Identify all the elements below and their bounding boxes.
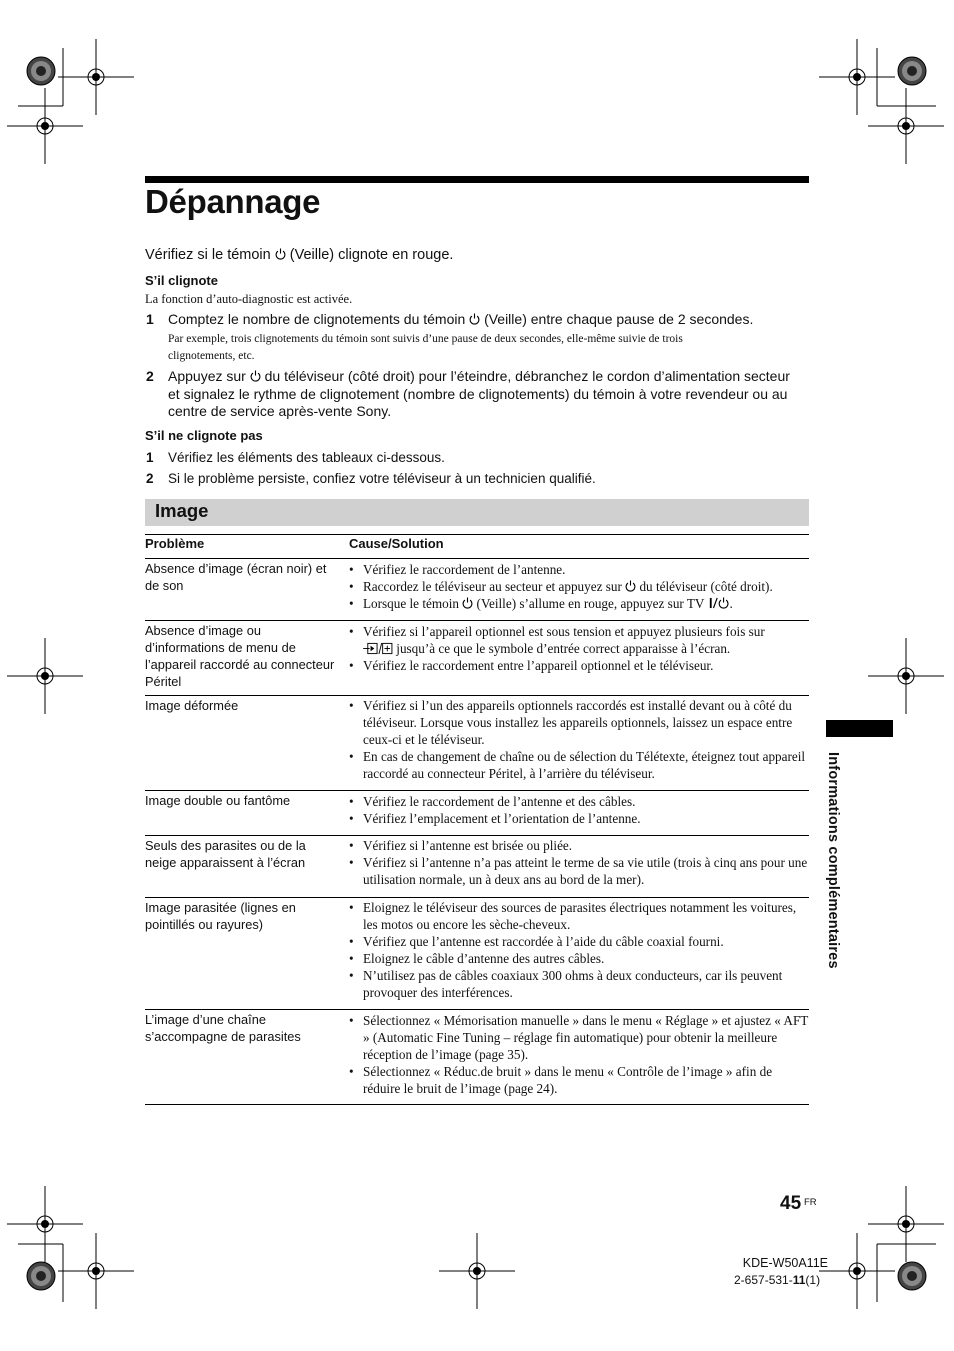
table-rule	[145, 620, 809, 621]
document-code	[734, 1273, 820, 1287]
not-blinking-heading: S’il ne clignote pas	[145, 428, 263, 443]
cause-text: jusqu’à ce que le symbole d’entrée correct apparaisse à l’écran.	[396, 641, 731, 656]
cause-cell	[349, 1012, 811, 1097]
cause-item: • Vérifiez l’emplacement et l’orientation de l’antenne.	[349, 810, 811, 827]
cause-item: • Sélectionnez « Mémorisation manuelle » dans le menu « Réglage » et ajustez « AFT » (Automatic Fine Tuning – réglage fin automatique) pour obtenir la meilleure réception de l’image (page 35).	[349, 1012, 811, 1063]
cause-text: Lorsque le témoin	[363, 596, 459, 611]
table-rule	[145, 790, 809, 791]
code-prefix: 2-657-531-	[734, 1273, 793, 1287]
power-icon	[469, 313, 480, 325]
note-line: clignotements, etc.	[168, 350, 255, 362]
cause-item: • Vérifiez le raccordement de l’antenne et des câbles.	[349, 793, 811, 810]
cause-cell	[349, 561, 811, 612]
cause-item: • En cas de changement de chaîne ou de sélection du Télétexte, éteignez tout appareil raccordé au connecteur Péritel, à l’arrière du téléviseur.	[349, 748, 811, 782]
blinking-heading: S’il clignote	[145, 273, 218, 288]
cause-text: • Vérifiez si l’appareil optionnel est sous tension et appuyez plusieurs fois sur	[363, 624, 765, 639]
cause-item	[349, 578, 811, 595]
troubleshooting-table	[145, 534, 809, 1106]
table-rule	[145, 534, 809, 535]
page-title: Dépannage	[145, 183, 321, 220]
cause-item: • Vérifiez que l’antenne est raccordée à l’aide du câble coaxial fourni.	[349, 933, 811, 950]
table-rule	[145, 897, 809, 898]
power-icon	[625, 580, 636, 592]
not-blinking-step-1	[146, 449, 445, 467]
cause-text: Raccordez le téléviseur au secteur et appuyez sur	[363, 579, 622, 594]
cause-item: • Sélectionnez « Réduc.de bruit » dans le menu « Contrôle de l’image » afin de réduire le bruit de l’image (page 24).	[349, 1063, 811, 1097]
table-rule	[145, 835, 809, 836]
tv-toggle-icon	[708, 597, 730, 609]
problem-cell: Absence d’image (écran noir) et de son	[145, 561, 327, 593]
page-language: FR	[804, 1197, 817, 1208]
step-number: 2	[146, 471, 154, 486]
problem-cell: Absence d’image ou d’informations de menu de l’appareil raccordé au connecteur Péritel	[145, 623, 335, 689]
cause-cell	[349, 899, 811, 1001]
blinking-step-1	[146, 311, 808, 329]
cause-text: .	[729, 596, 733, 611]
problem-cell: Image déformée	[145, 698, 239, 713]
cause-item	[349, 595, 811, 612]
table-rule	[145, 1104, 809, 1105]
code-suffix: (1)	[805, 1273, 821, 1287]
step-number: 1	[146, 450, 154, 465]
power-icon	[275, 248, 286, 260]
section-title: Image	[155, 500, 209, 521]
cause-cell	[349, 793, 811, 827]
step-number: 2	[146, 368, 154, 384]
model-number: KDE-W50A11E	[742, 1256, 828, 1270]
table-rule	[145, 695, 809, 696]
cause-text: du téléviseur (côté droit).	[639, 579, 773, 594]
intro-text-before: Vérifiez si le témoin	[145, 247, 271, 263]
cause-cell	[349, 697, 811, 782]
step-number: 1	[146, 311, 154, 327]
power-icon	[462, 597, 473, 609]
cause-item	[349, 623, 811, 657]
code-bold: 11	[792, 1273, 806, 1287]
blinking-note: La fonction d’auto-diagnostic est activée.	[145, 292, 353, 306]
section-band	[145, 499, 809, 526]
power-icon	[250, 370, 261, 382]
page-number: 45	[780, 1193, 802, 1214]
blinking-step-2	[146, 368, 813, 421]
intro-line	[145, 247, 453, 263]
cause-cell	[349, 623, 811, 674]
step-text: (Veille) entre chaque pause de 2 secondes.	[484, 311, 754, 327]
problem-cell: Seuls des parasites ou de la neige apparaissent à l’écran	[145, 838, 306, 870]
table-rule	[145, 1009, 809, 1010]
problem-cell: Image parasitée (lignes en pointillés ou rayures)	[145, 900, 296, 932]
side-tab-label: Informations complémentaires	[825, 752, 841, 969]
side-tab-marker	[826, 720, 893, 737]
step-text: Si le problème persiste, confiez votre téléviseur à un technicien qualifié.	[168, 471, 596, 486]
step-text: centre de service après-vente Sony.	[168, 403, 392, 419]
step-text: Vérifiez les éléments des tableaux ci-dessous.	[168, 450, 445, 465]
intro-text-after: (Veille) clignote en rouge.	[289, 247, 454, 263]
cause-cell	[349, 837, 811, 888]
cause-item: • Vérifiez si l’antenne n’a pas atteint le terme de sa vie utile (trois à cinq ans pour une utilisation normale, un à deux ans au bord de la mer).	[349, 854, 811, 888]
note-line: Par exemple, trois clignotements du témoin sont suivis d’une pause de deux secondes, elle-même suivie de trois	[168, 333, 683, 345]
header-problem: Problème	[145, 536, 205, 551]
header-cause: Cause/Solution	[349, 536, 444, 551]
step-text: du téléviseur (côté droit) pour l’éteindre, débranchez le cordon d’alimentation secteur	[264, 368, 790, 384]
problem-cell: Image double ou fantôme	[145, 793, 291, 808]
cause-item: • Vérifiez si l’antenne est brisée ou pliée.	[349, 837, 811, 854]
input-select-icon	[363, 642, 393, 655]
cause-item: • N’utilisez pas de câbles coaxiaux 300 ohms à deux conducteurs, car ils peuvent provoquer des interférences.	[349, 967, 811, 1001]
side-tab	[825, 752, 845, 1012]
step-text: Comptez le nombre de clignotements du témoin	[168, 311, 466, 327]
step-text: et signalez le rythme de clignotement (nombre de clignotements) du témoin à votre revendeur ou au	[168, 385, 788, 402]
cause-item: • Eloignez le téléviseur des sources de parasites électriques notamment les voitures, les motos ou encore les sèche-cheveux.	[349, 899, 811, 933]
table-rule	[145, 558, 809, 559]
step-text: Appuyez sur	[168, 368, 246, 384]
cause-item: • Vérifiez le raccordement de l’antenne.	[349, 561, 811, 578]
blinking-step-1-note	[168, 331, 808, 365]
cause-text: (Veille) s’allume en rouge, appuyez sur TV	[476, 596, 705, 611]
cause-item: • Vérifiez si l’un des appareils optionnels raccordés est installé devant ou à côté du téléviseur. Lorsque vous installez les appareils optionnels, laissez un espace entre ceux-ci et le téléviseur.	[349, 697, 811, 748]
problem-cell: L’image d’une chaîne s’accompagne de parasites	[145, 1012, 301, 1044]
cause-item: • Eloignez le câble d’antenne des autres câbles.	[349, 950, 811, 967]
not-blinking-step-2	[146, 470, 596, 488]
cause-item: • Vérifiez le raccordement entre l’appareil optionnel et le téléviseur.	[349, 657, 811, 674]
title-rule	[145, 176, 809, 183]
